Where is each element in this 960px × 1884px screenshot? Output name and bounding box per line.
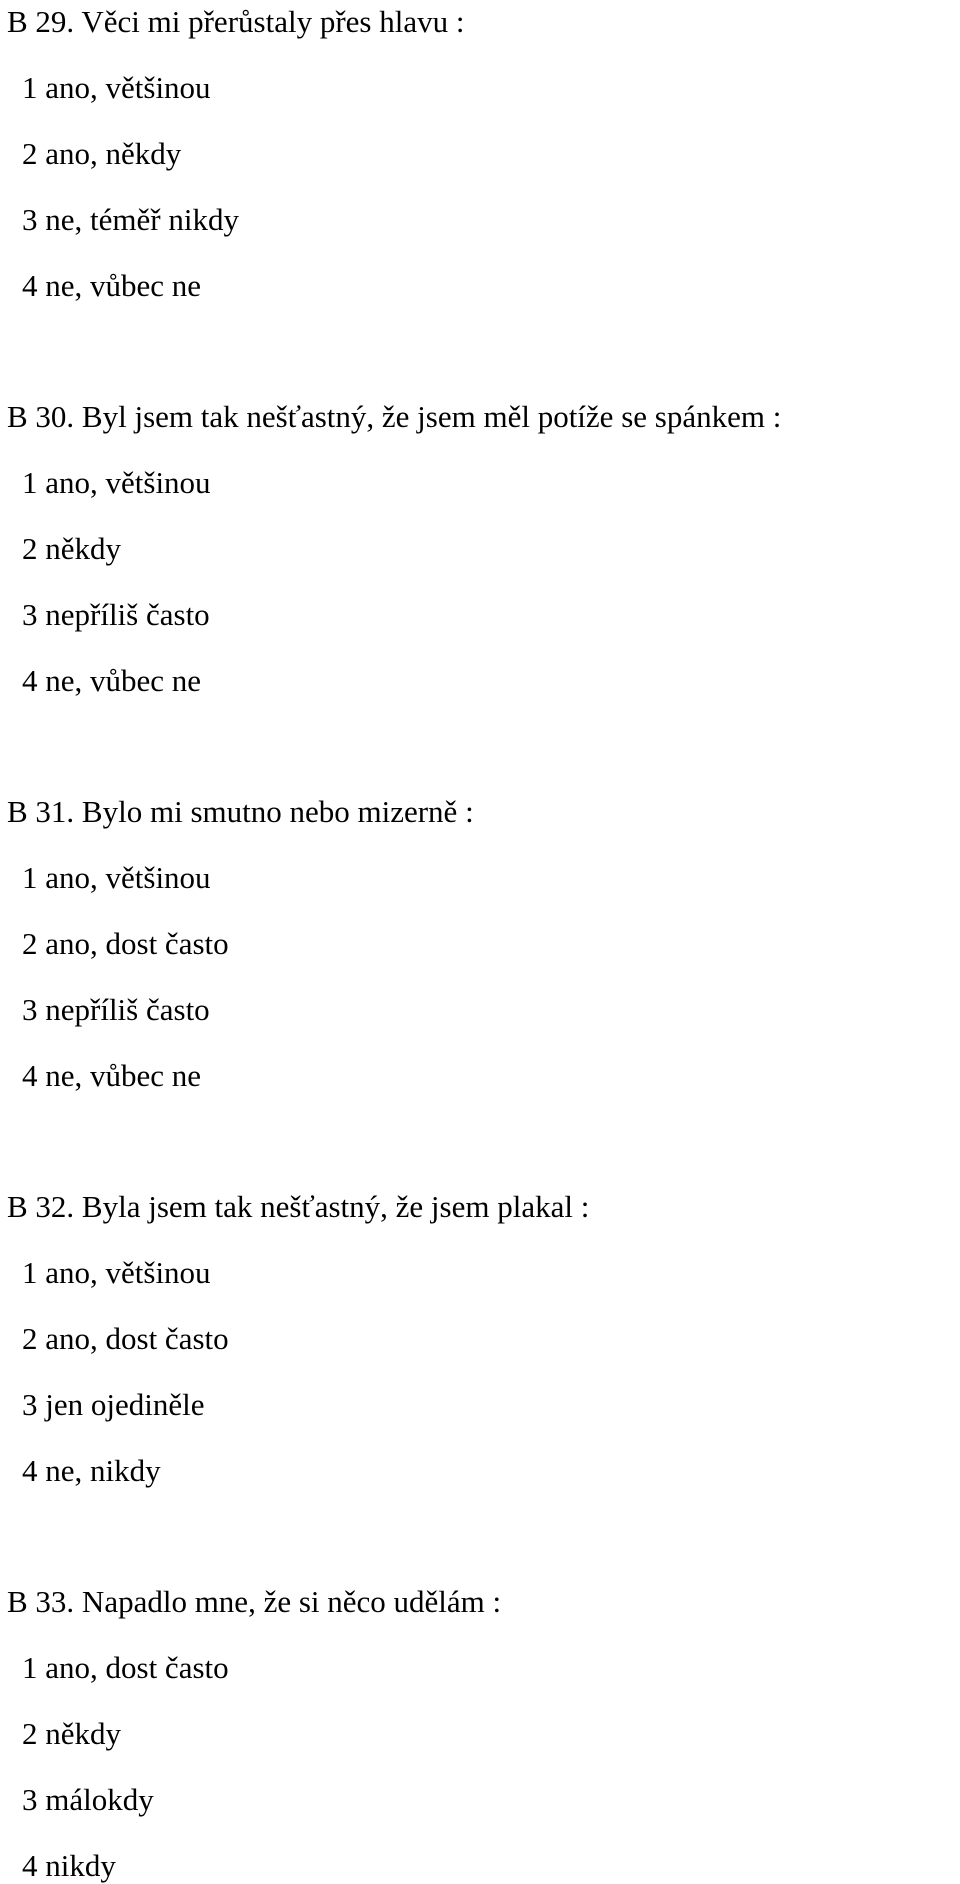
answer-option: 2 ano, dost často bbox=[22, 1321, 229, 1356]
question-title: B 33. Napadlo mne, že si něco udělám : bbox=[7, 1584, 502, 1619]
answer-option: 2 ano, někdy bbox=[22, 136, 182, 171]
question-title: B 30. Byl jsem tak nešťastný, že jsem měl potíže se spánkem : bbox=[7, 399, 782, 434]
answer-option: 1 ano, většinou bbox=[22, 860, 211, 895]
question-title: B 29. Věci mi přerůstaly přes hlavu : bbox=[7, 4, 465, 39]
question-title: B 31. Bylo mi smutno nebo mizerně : bbox=[7, 794, 474, 829]
answer-option: 4 nikdy bbox=[22, 1848, 116, 1883]
answer-option: 1 ano, většinou bbox=[22, 465, 211, 500]
question-title: B 32. Byla jsem tak nešťastný, že jsem plakal : bbox=[7, 1189, 590, 1224]
answer-option: 4 ne, vůbec ne bbox=[22, 663, 202, 698]
answer-option: 3 nepříliš často bbox=[22, 597, 210, 632]
answer-option: 2 někdy bbox=[22, 1716, 122, 1751]
answer-option: 3 jen ojediněle bbox=[22, 1387, 205, 1422]
answer-option: 4 ne, vůbec ne bbox=[22, 268, 202, 303]
answer-option: 3 málokdy bbox=[22, 1782, 154, 1817]
answer-option: 4 ne, vůbec ne bbox=[22, 1058, 202, 1093]
answer-option: 3 nepříliš často bbox=[22, 992, 210, 1027]
answer-option: 1 ano, dost často bbox=[22, 1650, 229, 1685]
answer-option: 2 ano, dost často bbox=[22, 926, 229, 961]
answer-option: 4 ne, nikdy bbox=[22, 1453, 161, 1488]
answer-option: 3 ne, téměř nikdy bbox=[22, 202, 239, 237]
answer-option: 1 ano, většinou bbox=[22, 1255, 211, 1290]
answer-option: 2 někdy bbox=[22, 531, 122, 566]
answer-option: 1 ano, většinou bbox=[22, 70, 211, 105]
